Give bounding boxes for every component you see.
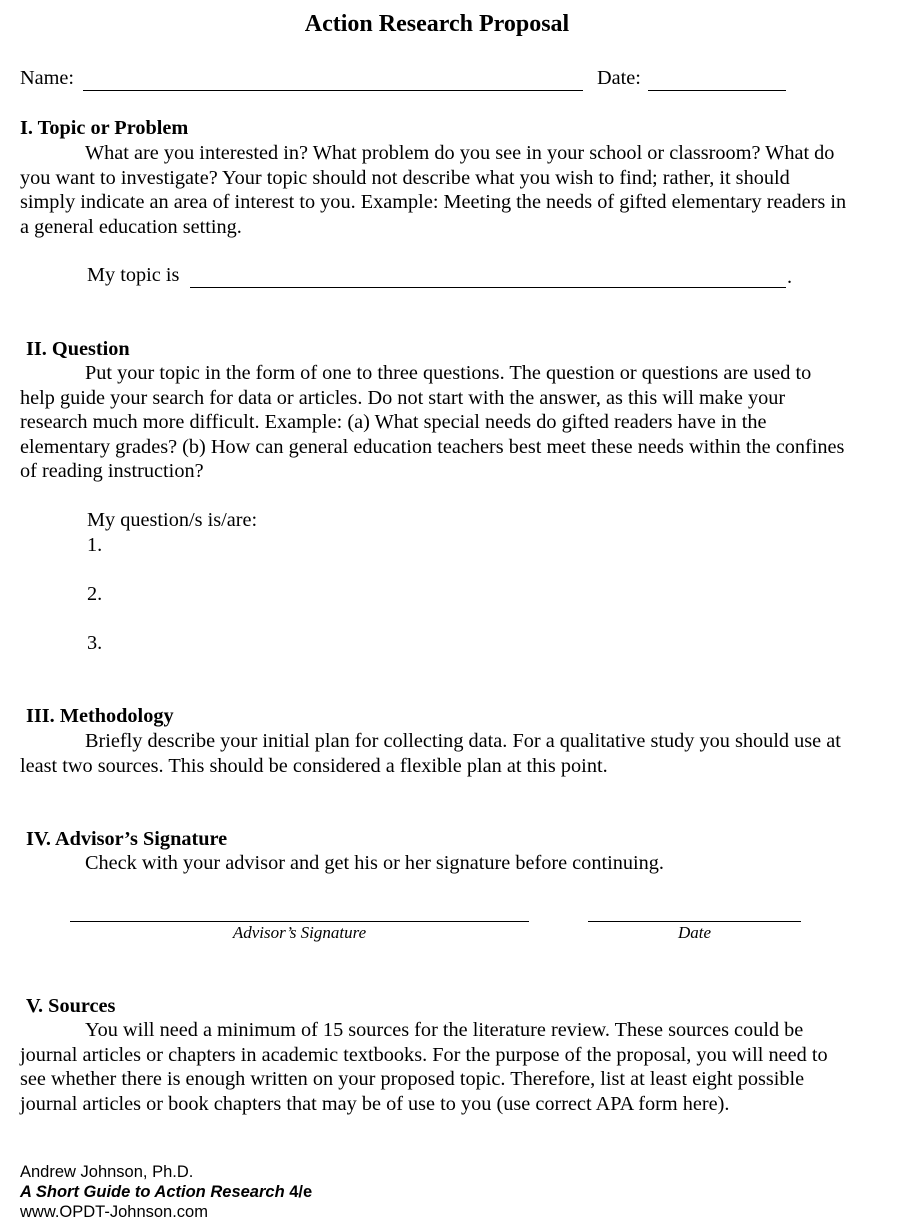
- question-prompt: My question/s is/are:: [87, 509, 258, 531]
- section-topic-heading: I. Topic or Problem: [20, 117, 189, 139]
- footer-website: www.OPDT-Johnson.com: [20, 1203, 208, 1221]
- name-label: Name:: [20, 67, 75, 89]
- section-methodology-body: Briefly describe your initial plan for collecting data. For a qualitative study you should use at least two sources. This should be considered a flexible plan at this point.: [20, 730, 841, 777]
- question-item-3: 3.: [87, 632, 103, 654]
- topic-prompt-period: .: [787, 266, 793, 288]
- name-field-line[interactable]: [83, 90, 583, 91]
- section-signature-heading: IV. Advisor’s Signature: [26, 828, 228, 850]
- section-sources-heading: V. Sources: [26, 995, 116, 1017]
- advisor-signature-caption: Advisor’s Signature: [232, 923, 367, 942]
- question-item-2: 2.: [87, 583, 103, 605]
- topic-field-line[interactable]: [190, 287, 786, 288]
- section-signature-body: Check with your advisor and get his or her signature before continuing.: [85, 852, 664, 874]
- section-topic-body: What are you interested in? What problem do you see in your school or classroom? What do you want to investigate? Your topic should not describe what you wish to find; rather, it should simply indicate an area of interest to you. Example: Meeting the needs of gifted elementary readers in a general education setting.: [20, 142, 847, 238]
- page-title: Action Research Proposal: [304, 11, 570, 37]
- footer-book-line: [20, 1182, 312, 1202]
- signature-date-line[interactable]: [588, 921, 801, 922]
- question-item-1: 1.: [87, 534, 103, 556]
- advisor-signature-line[interactable]: [70, 921, 529, 922]
- section-question-heading: II. Question: [26, 338, 130, 360]
- footer-book-title: A Short Guide to Action Research: [20, 1183, 285, 1201]
- date-label: Date:: [597, 67, 641, 89]
- footer-book-edition: 4/e: [284, 1183, 313, 1201]
- section-methodology-heading: III. Methodology: [26, 705, 174, 727]
- footer-author: Andrew Johnson, Ph.D.: [20, 1163, 194, 1181]
- section-sources-body: You will need a minimum of 15 sources for the literature review. These sources could be journal articles or chapters in academic textbooks. For the purpose of the proposal, you will need to see whether there is enough written on your proposed topic. Therefore, list at least eight possible journal articles or book chapters that may be of use to you (use correct APA form here).: [20, 1019, 828, 1115]
- topic-prompt: My topic is: [87, 264, 180, 286]
- signature-date-caption: Date: [677, 923, 712, 942]
- date-field-line[interactable]: [648, 90, 786, 91]
- section-question-body: Put your topic in the form of one to three questions. The question or questions are used to help guide your search for data or articles. Do not start with the answer, as this will make your research much more difficult. Example: (a) What special needs do gifted readers have in the elementary grades? (b) How can general education teachers best meet these needs within the confines of reading instruction?: [20, 362, 845, 482]
